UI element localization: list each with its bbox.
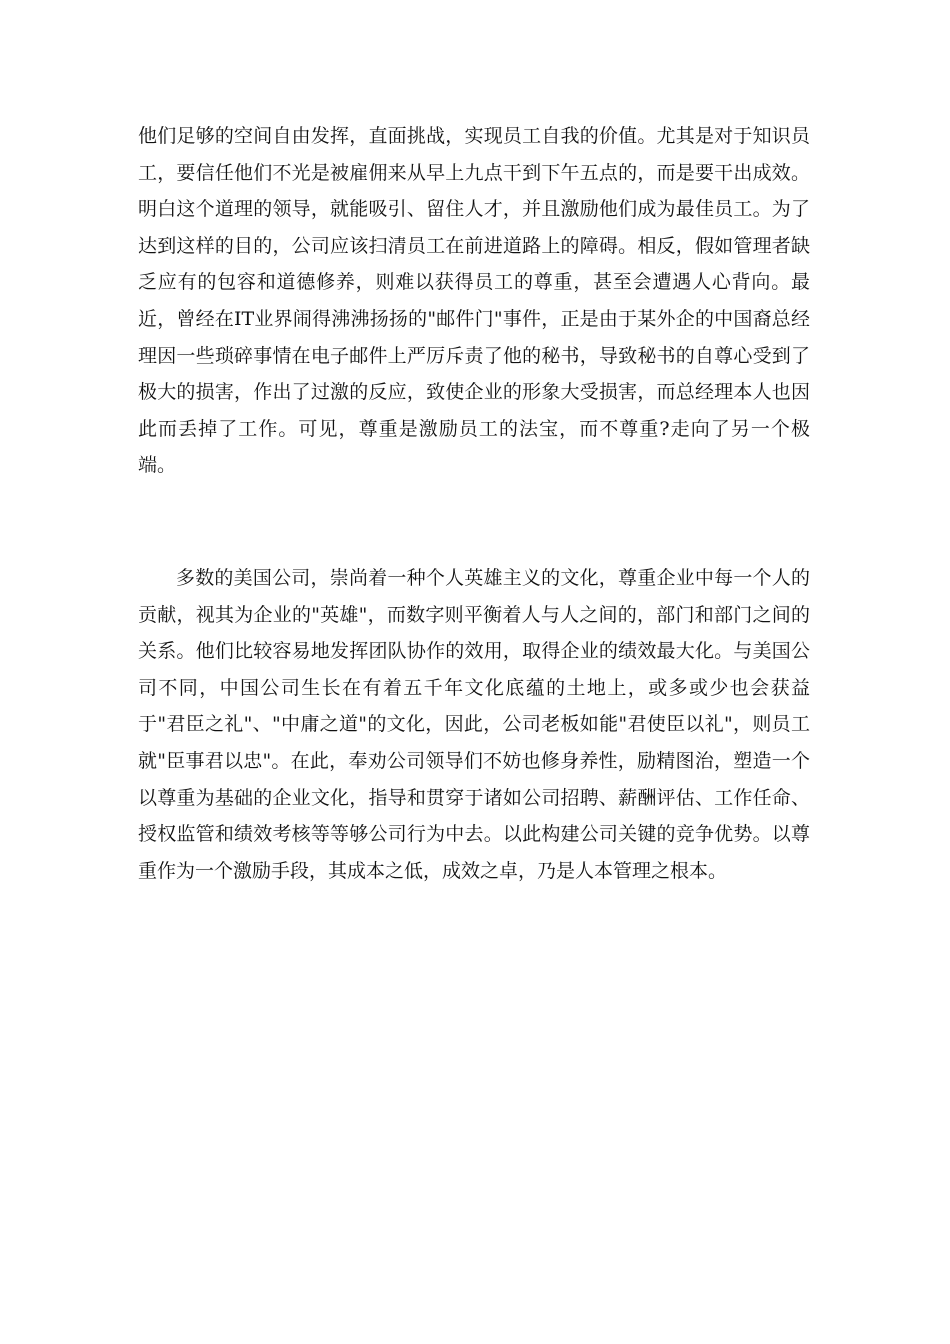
paragraph-corporate-culture: 多数的美国公司，崇尚着一种个人英雄主义的文化，尊重企业中每一个人的贡献，视其为企业的"英雄"，而数字则平衡着人与人之间的，部门和部门之间的关系。他们比较容易地发挥团队协作的效用，取得企业的绩效最大化。与美国公司不同，中国公司生长在有着五千年文化底蕴的土地上，或多或少也会获益于"君臣之礼"、"中庸之道"的文化，因此，公司老板如能"君使臣以礼"，则员工就"臣事君以忠"。在此，奉劝公司领导们不妨也修身养性，励精图治，塑造一个以尊重为基础的企业文化，指导和贯穿于诸如公司招聘、薪酬评估、工作任命、授权监管和绩效考核等等够公司行为中去。以此构建公司关键的竞争优势。以尊重作为一个激励手段，其成本之低，成效之卓，乃是人本管理之根本。 [138, 567, 810, 882]
paragraph-respect-employees: 他们足够的空间自由发挥，直面挑战，实现员工自我的价值。尤其是对于知识员工，要信任他们不光是被雇佣来从早上九点干到下午五点的，而是要干出成效。明白这个道理的领导，就能吸引、留住人才，并且激励他们成为最佳员工。为了达到这样的目的，公司应该扫清员工在前进道路上的障碍。相反，假如管理者缺乏应有的包容和道德修养，则难以获得员工的尊重，甚至会遭遇人心背向。最近，曾经在IT业界闹得沸沸扬扬的"邮件门"事件，正是由于某外企的中国裔总经理因一些琐碎事情在电子邮件上严厉斥责了他的秘书，导致秘书的自尊心受到了极大的损害，作出了过激的反应，致使企业的形象大受损害，而总经理本人也因此而丢掉了工作。可见，尊重是激励员工的法宝，而不尊重?走向了另一个极端。 [138, 125, 810, 477]
